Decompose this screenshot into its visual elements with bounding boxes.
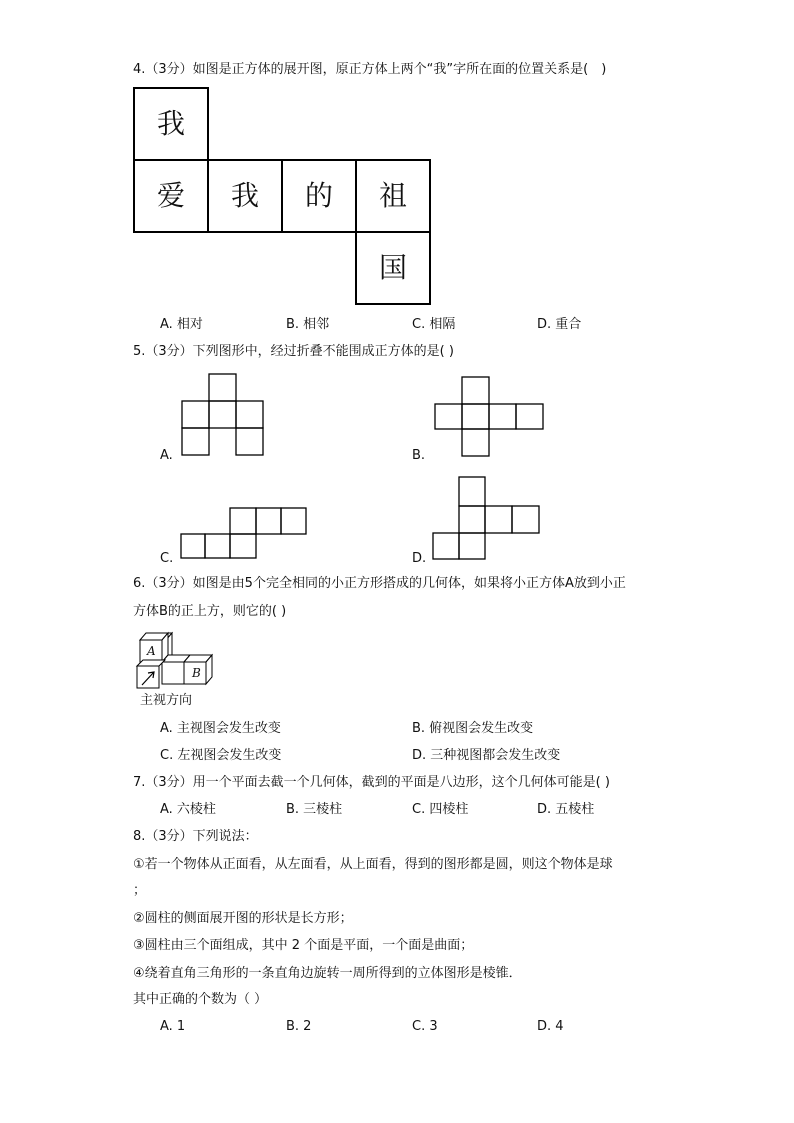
q8-stem: 8.（3分）下列说法： — [133, 829, 258, 844]
q7-stem: 7.（3分）用一个平面去截一个几何体，截到的平面是八边形，这个几何体可能是( ) — [133, 775, 610, 790]
q4-cell-ai: 爱 — [156, 179, 185, 212]
q6-cube-a-label: A — [147, 644, 156, 658]
q6-view-direction-label: 主视方向 — [140, 693, 193, 708]
q4-option-a[interactable]: A. 相对 — [160, 317, 203, 332]
q6-option-a[interactable]: A. 主视图会发生改变 — [160, 721, 281, 736]
q6-stem-line1: 6.（3分）如图是由5个完全相同的小正方形搭成的几何体，如果将小正方体A放到小正 — [133, 576, 626, 591]
q4-option-c[interactable]: C. 相隔 — [412, 317, 456, 332]
q6-cube-b-label: B — [192, 666, 201, 680]
q8-option-a[interactable]: A. 1 — [160, 1019, 186, 1034]
q8-statement-2: ②圆柱的侧面展开图的形状是长方形； — [133, 911, 353, 926]
q4-option-d[interactable]: D. 重合 — [537, 317, 582, 332]
q7-option-c[interactable]: C. 四棱柱 — [412, 802, 469, 817]
q6-option-d[interactable]: D. 三种视图都会发生改变 — [412, 748, 561, 763]
q8-statement-4: ④绕着直角三角形的一条直角边旋转一周所得到的立体图形是棱锥． — [133, 966, 522, 981]
q4-option-b[interactable]: B. 相邻 — [286, 317, 330, 332]
q4-stem: 4.（3分）如图是正方体的展开图，原正方体上两个“我”字所在面的位置关系是( ) — [133, 62, 607, 77]
q6-stem-line2: 方体B的正上方，则它的( ) — [133, 604, 287, 619]
q5-label-b[interactable]: B. — [412, 448, 426, 463]
q8-statement-3: ③圆柱由三个面组成，其中 2 个面是平面，一个面是曲面； — [133, 938, 474, 953]
q4-cell-wo-top: 我 — [156, 107, 185, 140]
q5-label-a[interactable]: A. — [160, 448, 173, 463]
q5-stem: 5.（3分）下列图形中，经过折叠不能围成正方体的是( ) — [133, 344, 454, 359]
q8-statement-1: ①若一个物体从正面看，从左面看，从上面看，得到的图形都是圆，则这个物体是球 — [133, 857, 613, 872]
q4-cell-zu: 祖 — [378, 179, 407, 212]
q8-option-c[interactable]: C. 3 — [412, 1019, 438, 1034]
q5-label-d[interactable]: D. — [412, 551, 427, 566]
q6-option-c[interactable]: C. 左视图会发生改变 — [160, 748, 282, 763]
q7-option-d[interactable]: D. 五棱柱 — [537, 802, 595, 817]
q4-cell-de: 的 — [304, 179, 333, 212]
q8-option-d[interactable]: D. 4 — [537, 1019, 564, 1034]
q8-option-b[interactable]: B. 2 — [286, 1019, 312, 1034]
q4-cell-guo: 国 — [378, 251, 407, 284]
q7-option-b[interactable]: B. 三棱柱 — [286, 802, 343, 817]
q7-option-a[interactable]: A. 六棱柱 — [160, 802, 216, 817]
q8-ask: 其中正确的个数为（ ） — [133, 992, 268, 1007]
q5-label-c[interactable]: C. — [160, 551, 174, 566]
q6-option-b[interactable]: B. 俯视图会发生改变 — [412, 721, 534, 736]
q8-statement-1-cont: ； — [133, 883, 147, 898]
q4-cell-wo-mid: 我 — [230, 179, 259, 212]
